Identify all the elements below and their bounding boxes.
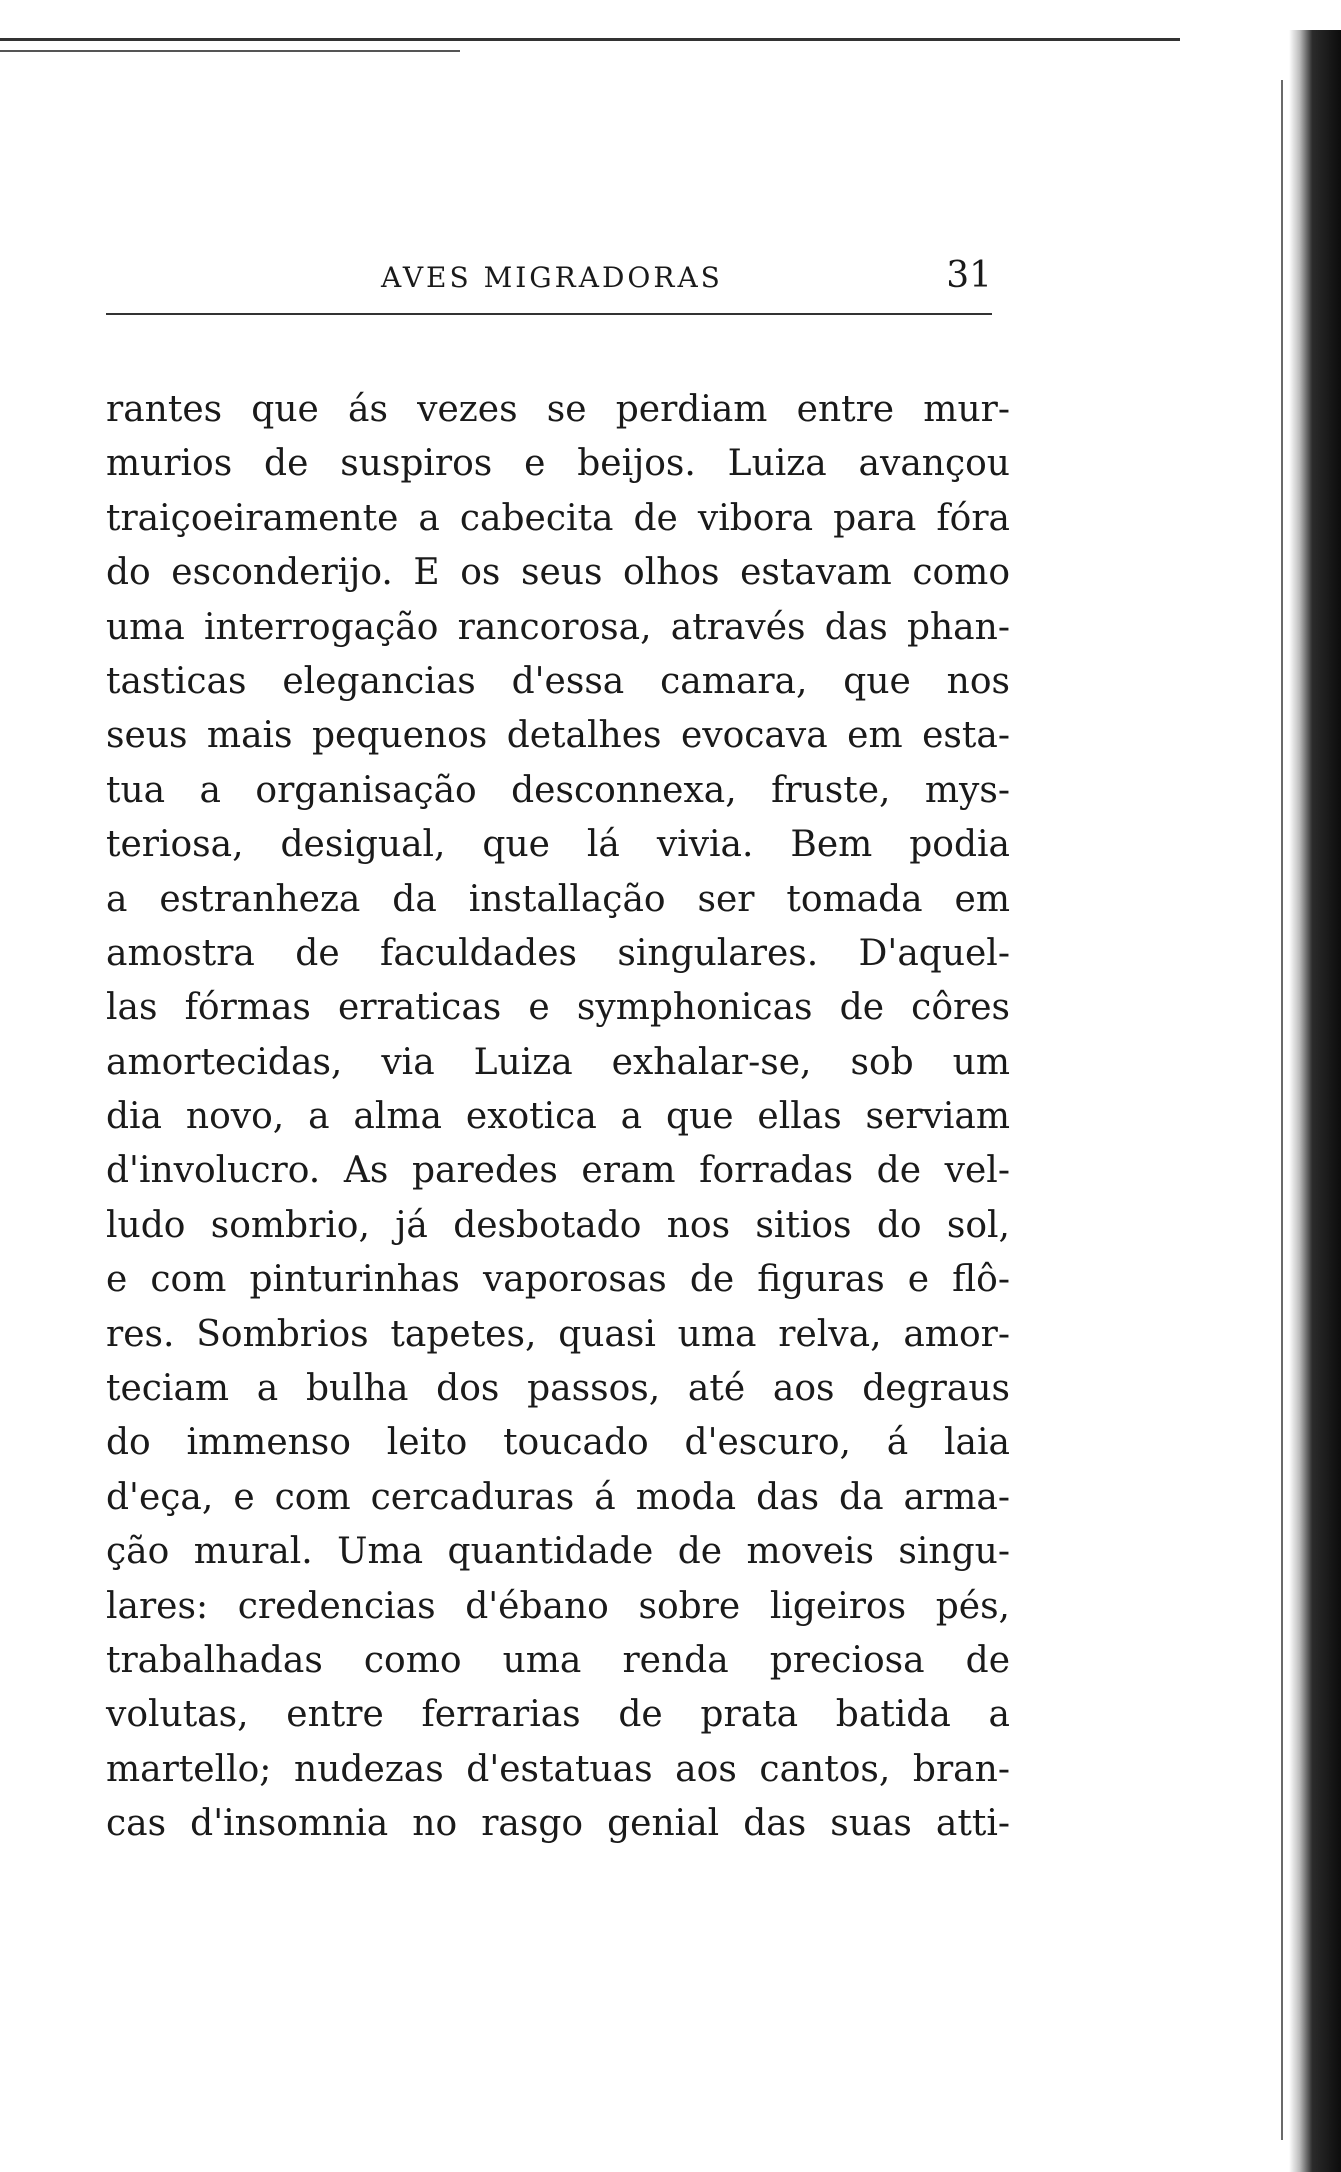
text-line: trabalhadas como uma renda preciosa de	[106, 1639, 1010, 1681]
text-line: lares: credencias d'ébano sobre ligeiros pés,	[106, 1585, 1010, 1627]
page-edge-shadow	[1289, 30, 1341, 2172]
text-line: tasticas elegancias d'essa camara, que nos	[106, 660, 1010, 702]
running-title: AVES MIGRADORAS	[381, 261, 723, 294]
running-header	[106, 255, 992, 315]
text-line: volutas, entre ferrarias de prata batida a	[106, 1694, 1010, 1736]
text-line: do immenso leito toucado d'escuro, á laia	[106, 1422, 1010, 1464]
text-line: d'involucro. As paredes eram forradas de vel-	[106, 1150, 1010, 1192]
text-line: ção mural. Uma quantidade de moveis singu-	[106, 1531, 1010, 1573]
text-line: amortecidas, via Luiza exhalar-se, sob um	[106, 1041, 1010, 1083]
text-line: tua a organisação desconnexa, fruste, mys-	[106, 769, 1010, 811]
page-number: 31	[946, 255, 992, 296]
page-edge-line	[1281, 80, 1283, 2140]
text-line: rantes que ás vezes se perdiam entre mur-	[106, 389, 1010, 430]
top-scan-rule	[0, 38, 1180, 41]
text-line: murios de suspiros e beijos. Luiza avançou	[106, 443, 1010, 485]
text-line: traiçoeiramente a cabecita de vibora para fóra	[106, 497, 1010, 539]
text-line: res. Sombrios tapetes, quasi uma relva, amor-	[106, 1313, 1010, 1355]
text-line: teciam a bulha dos passos, até aos degraus	[106, 1368, 1010, 1410]
text-line: las fórmas erraticas e symphonicas de côres	[106, 987, 1010, 1029]
text-line: do esconderijo. E os seus olhos estavam como	[106, 552, 1010, 594]
text-line: e com pinturinhas vaporosas de figuras e flô-	[106, 1259, 1010, 1301]
text-line: martello; nudezas d'estatuas aos cantos, bran-	[106, 1748, 1010, 1790]
text-line: amostra de faculdades singulares. D'aquel-	[106, 932, 1010, 974]
text-line: seus mais pequenos detalhes evocava em esta-	[106, 715, 1010, 757]
text-line: teriosa, desigual, que lá vivia. Bem podia	[106, 824, 1010, 866]
top-scan-rule-secondary	[0, 50, 460, 52]
text-line: uma interrogação rancorosa, através das phan-	[106, 606, 1010, 648]
body-text	[106, 383, 1010, 1852]
text-line: dia novo, a alma exotica a que ellas serviam	[106, 1096, 1010, 1138]
text-line: a estranheza da installação ser tomada em	[106, 878, 1010, 920]
text-line: ludo sombrio, já desbotado nos sitios do sol,	[106, 1204, 1010, 1246]
text-line: d'eça, e com cercaduras á moda das da arma-	[106, 1476, 1010, 1518]
text-line: cas d'insomnia no rasgo genial das suas atti-	[106, 1803, 1010, 1845]
